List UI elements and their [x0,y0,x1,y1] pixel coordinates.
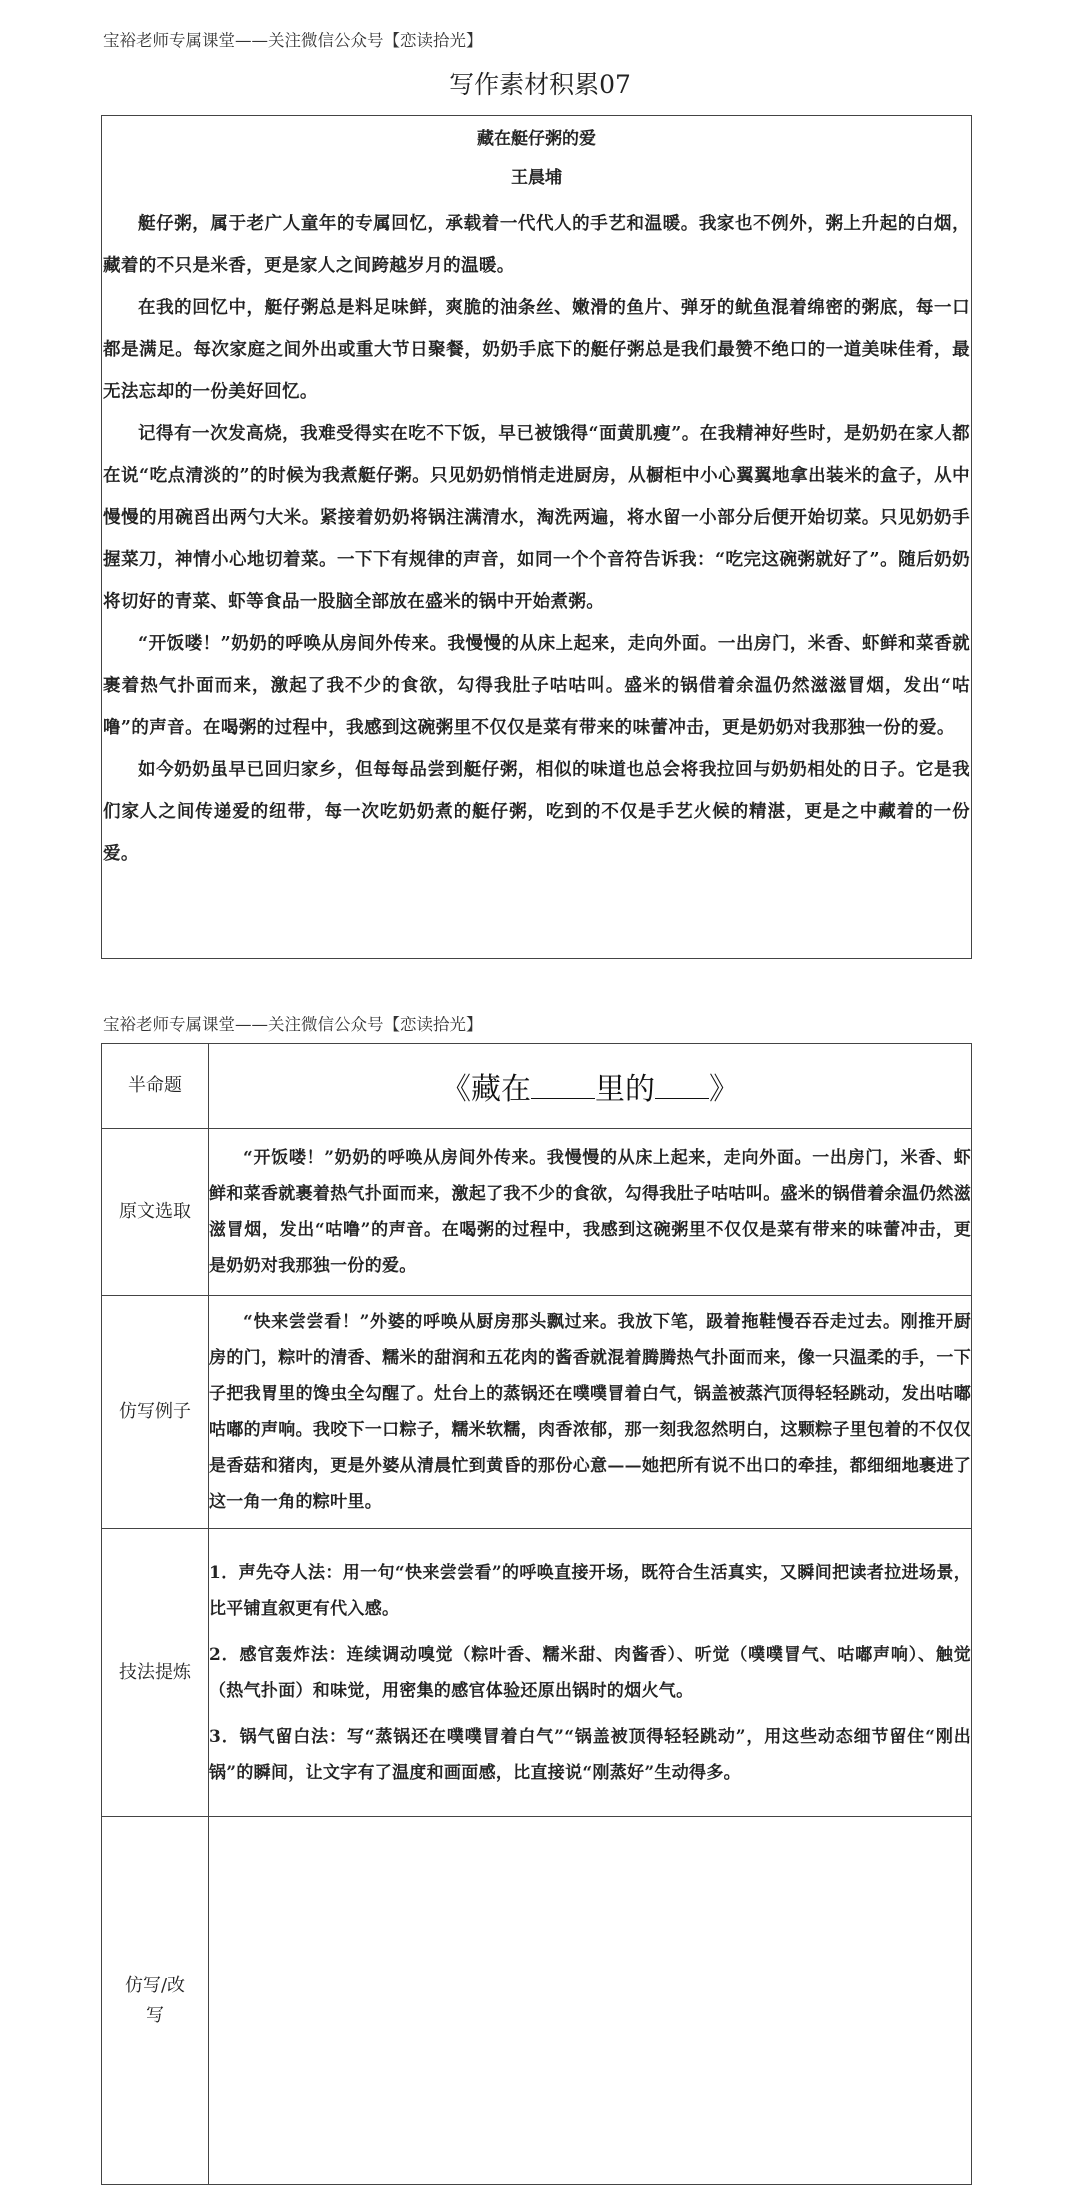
excerpt-cell [209,1129,972,1296]
techniques-label: 技法提炼 [102,1529,209,1817]
techniques-cell [209,1529,972,1817]
header-line: 宝裕老师专属课堂——关注微信公众号【恋读拾光】 [103,31,483,50]
essay-box [101,115,972,959]
theme-label: 半命题 [102,1044,209,1129]
essay-paragraph: 记得有一次发高烧，我难受得实在吃不下饭，早已被饿得“面黄肌瘦”。在我精神好些时，是奶奶在家人都在说“吃点清淡的”的时候为我煮艇仔粥。只见奶奶悄悄走进厨房，从橱柜中小心翼翼地拿出装米的盒子，从中慢慢的用碗舀出两勺大米。紧接着奶奶将锅注满清水，淘洗两遍，将水留一小部分后便开始切菜。只见奶奶手握菜刀，神情小心地切着菜。一下下有规律的声音，如同一个个音符告诉我：“吃完这碗粥就好了”。随后奶奶将切好的青菜、虾等食品一股脑全部放在盛米的锅中开始煮粥。 [103,424,970,612]
essay-title: 藏在艇仔粥的爱 [477,129,596,149]
practice-label-text: 仿写/改写 [124,1974,186,2026]
excerpt-text: “开饭喽！”奶奶的呼唤从房间外传来。我慢慢的从床上起来，走向外面。一出房门，米香、虾鲜和菜香就裹着热气扑面而来，激起了我不少的食欲，勾得我肚子咕咕叫。盛米的锅借着余温仍然滋滋冒烟，发出“咕噜”的声音。在喝粥的过程中，我感到这碗粥里不仅仅是菜有带来的味蕾冲击，更是奶奶对我那独一份的爱。 [209,1148,971,1276]
techniques-row [102,1529,972,1817]
practice-label [102,1817,209,2185]
theme-cell [209,1044,972,1129]
excerpt-label: 原文选取 [102,1129,209,1296]
theme-title [209,1064,971,1108]
essay-paragraph: 艇仔粥，属于老广人童年的专属回忆，承载着一代代人的手艺和温暖。我家也不例外，粥上升起的白烟，藏着的不只是米香，更是家人之间跨越岁月的温暖。 [103,214,970,276]
technique-item: 2．感官轰炸法：连续调动嗅觉（粽叶香、糯米甜、肉酱香）、听觉（噗噗冒气、咕嘟声响）、触觉（热气扑面）和味觉，用密集的感官体验还原出锅时的烟火气。 [209,1644,971,1701]
essay-author: 王晨埔 [511,168,562,188]
technique-item: 1．声先夺人法：用一句“快来尝尝看”的呼唤直接开场，既符合生活真实，又瞬间把读者拉进场景，比平铺直叙更有代入感。 [209,1562,971,1619]
theme-row [102,1044,972,1129]
excerpt-row [102,1129,972,1296]
worksheet-table [101,1043,972,2185]
theme-blank-2[interactable] [655,1068,709,1099]
imitation-cell [209,1296,972,1529]
practice-writing-area[interactable] [209,1817,972,2185]
theme-blank-1[interactable] [531,1068,595,1099]
theme-middle: 里的 [595,1072,655,1107]
worksheet-header-line: 宝裕老师专属课堂——关注微信公众号【恋读拾光】 [103,1015,483,1034]
essay-paragraph: 在我的回忆中，艇仔粥总是料足味鲜，爽脆的油条丝、嫩滑的鱼片、弹牙的鱿鱼混着绵密的粥底，每一口都是满足。每次家庭之间外出或重大节日聚餐，奶奶手底下的艇仔粥总是我们最赞不绝口的一道美味佳肴，最无法忘却的一份美好回忆。 [103,298,970,402]
essay-paragraph: “开饭喽！”奶奶的呼唤从房间外传来。我慢慢的从床上起来，走向外面。一出房门，米香、虾鲜和菜香就裹着热气扑面而来，激起了我不少的食欲，勾得我肚子咕咕叫。盛米的锅借着余温仍然滋滋冒烟，发出“咕噜”的声音。在喝粥的过程中，我感到这碗粥里不仅仅是菜有带来的味蕾冲击，更是奶奶对我那独一份的爱。 [103,634,970,738]
imitation-row [102,1296,972,1529]
essay-body [102,203,971,875]
practice-row [102,1817,972,2185]
theme-suffix: 》 [709,1072,739,1107]
theme-prefix: 《藏在 [441,1072,531,1107]
essay-paragraph: 如今奶奶虽早已回归家乡，但每每品尝到艇仔粥，相似的味道也总会将我拉回与奶奶相处的日子。它是我们家人之间传递爱的纽带，每一次吃奶奶煮的艇仔粥，吃到的不仅是手艺火候的精湛，更是之中藏着的一份爱。 [103,760,970,864]
imitation-label: 仿写例子 [102,1296,209,1529]
imitation-text: “快来尝尝看！”外婆的呼唤从厨房那头飘过来。我放下笔，趿着拖鞋慢吞吞走过去。刚推开厨房的门，粽叶的清香、糯米的甜润和五花肉的酱香就混着腾腾热气扑面而来，像一只温柔的手，一下子把我胃里的馋虫全勾醒了。灶台上的蒸锅还在噗噗冒着白气，锅盖被蒸汽顶得轻轻跳动，发出咕嘟咕嘟的声响。我咬下一口粽子，糯米软糯，肉香浓郁，那一刻我忽然明白，这颗粽子里包着的不仅仅是香菇和猪肉，更是外婆从清晨忙到黄昏的那份心意——她把所有说不出口的牵挂，都细细地裹进了这一角一角的粽叶里。 [209,1312,971,1512]
page-title: 写作素材积累07 [449,70,631,99]
technique-item: 3．锅气留白法：写“蒸锅还在噗噗冒着白气”“锅盖被顶得轻轻跳动”，用这些动态细节留住“刚出锅”的瞬间，让文字有了温度和画面感，比直接说“刚蒸好”生动得多。 [209,1726,971,1783]
